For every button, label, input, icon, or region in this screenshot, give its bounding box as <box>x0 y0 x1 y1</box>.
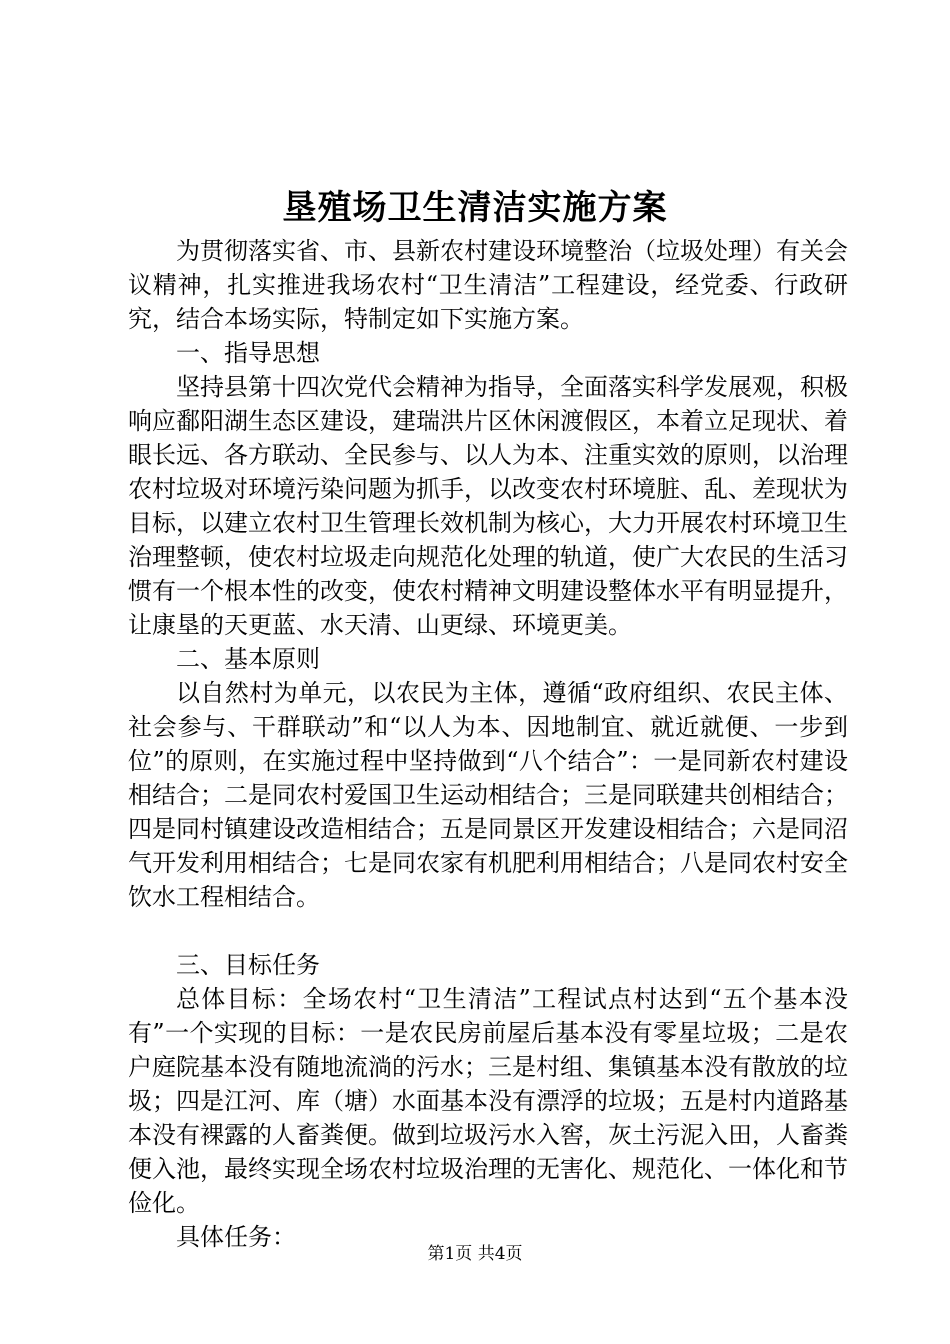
document-title: 垦殖场卫生清洁实施方案 <box>282 188 668 228</box>
section-heading-guiding-thought: 一、指导思想 <box>176 339 320 367</box>
intro-paragraph: 为贯彻落实省、市、县新农村建设环境整治（垃圾处理）有关会议精神，扎实推进我场农村“卫生清洁”工程建设，经党委、行政研究，结合本场实际，特制定如下实施方案。 <box>128 237 848 333</box>
specific-tasks-label: 具体任务： <box>176 1223 296 1251</box>
section-heading-target-tasks: 三、目标任务 <box>176 951 320 979</box>
page-number-footer: 第1页 共4页 <box>427 1244 523 1264</box>
guiding-thought-paragraph: 坚持县第十四次党代会精神为指导，全面落实科学发展观，积极响应鄱阳湖生态区建设，建瑞洪片区休闲渡假区，本着立足现状、着眼长远、各方联动、全民参与、以人为本、注重实效的原则，以治理农村垃圾对环境污染问题为抓手，以改变农村环境脏、乱、差现状为目标，以建立农村卫生管理长效机制为核心，大力开展农村环境卫生治理整顿，使农村垃圾走向规范化处理的轨道，使广大农民的生活习惯有一个根本性的改变，使农村精神文明建设整体水平有明显提升，让康垦的天更蓝、水天清、山更绿、环境更美。 <box>128 373 848 639</box>
blank-line <box>128 914 848 948</box>
section-heading-basic-principles: 二、基本原则 <box>176 645 320 673</box>
basic-principles-paragraph: 以自然村为单元，以农民为主体，遵循“政府组织、农民主体、社会参与、干群联动”和“以人为本、因地制宜、就近就便、一步到位”的原则，在实施过程中坚持做到“八个结合”：一是同新农村建设相结合；二是同农村爱国卫生运动相结合；三是同联建共创相结合；四是同村镇建设改造相结合；五是同景区开发建设相结合；六是同沼气开发利用相结合；七是同农家有机肥利用相结合；八是同农村安全饮水工程相结合。 <box>128 679 848 911</box>
overall-goal-paragraph: 总体目标：全场农村“卫生清洁”工程试点村达到“五个基本没有”一个实现的目标：一是农民房前屋后基本没有零星垃圾；二是农户庭院基本没有随地流淌的污水；三是村组、集镇基本没有散放的垃圾；四是江河、库（塘）水面基本没有漂浮的垃圾；五是村内道路基本没有裸露的人畜粪便。做到垃圾污水入窖，灰土污泥入田，人畜粪便入池，最终实现全场农村垃圾治理的无害化、规范化、一体化和节俭化。 <box>128 985 848 1217</box>
document-body <box>128 234 848 1254</box>
